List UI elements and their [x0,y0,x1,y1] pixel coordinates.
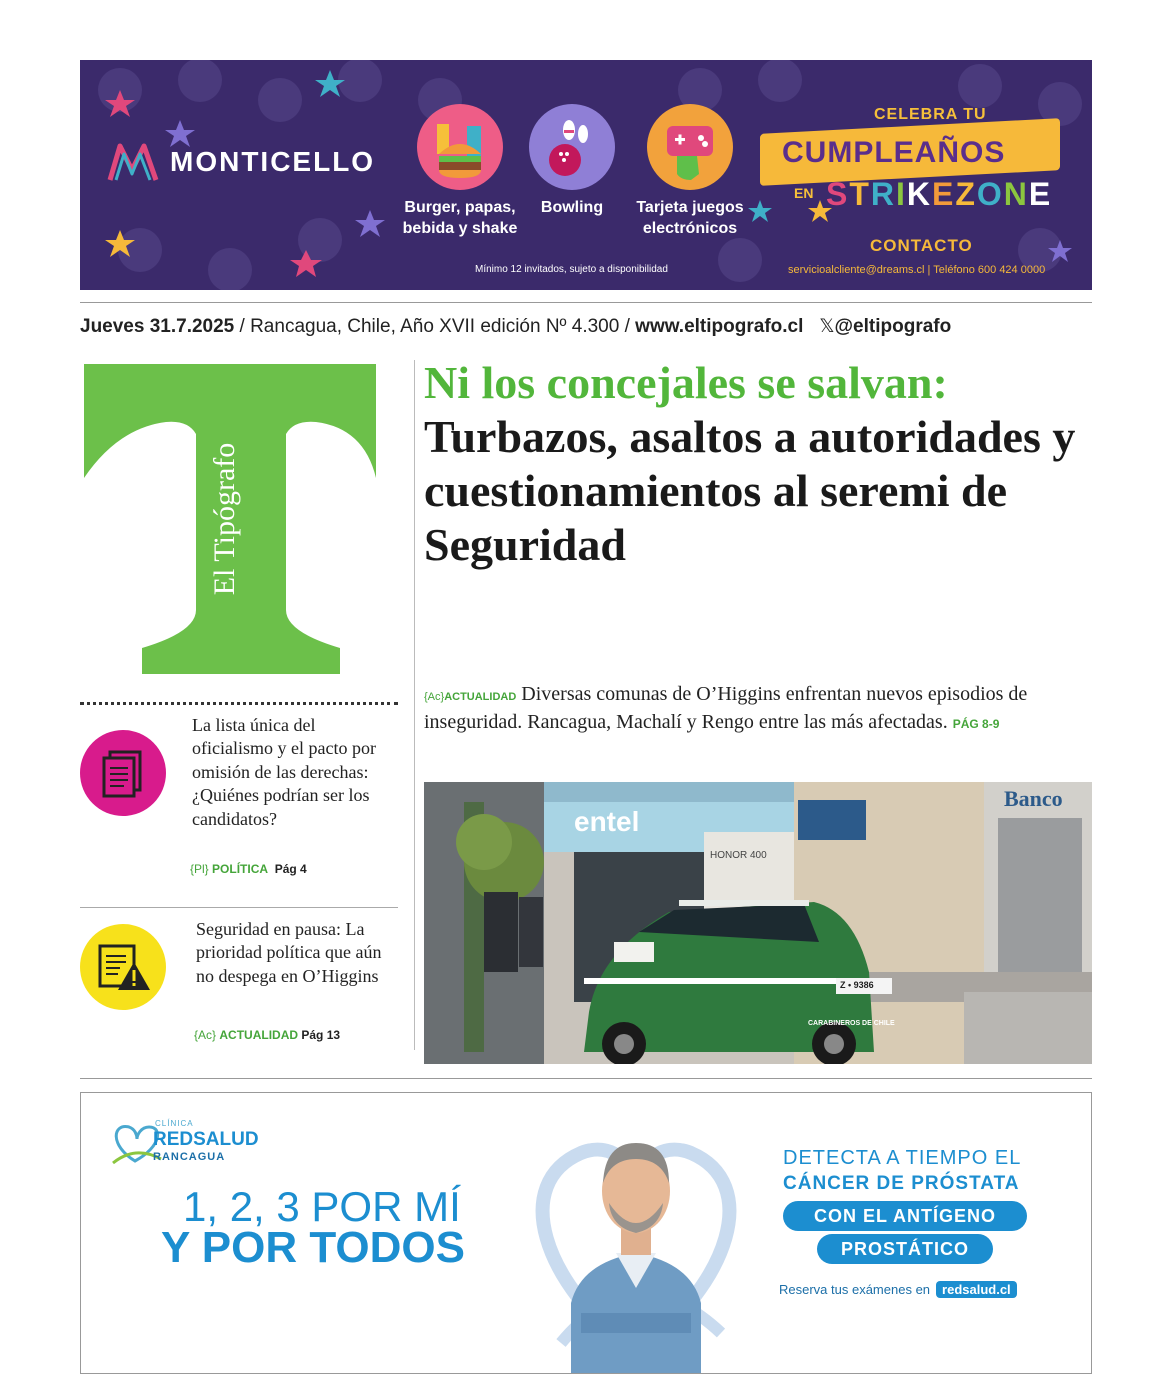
detect-line-2: CÁNCER DE PRÓSTATA [783,1173,1020,1194]
section-code: {Pl} [190,862,209,876]
sidebar-story-actualidad[interactable] [80,918,398,1050]
footer-divider [80,1078,1092,1079]
promo-strike-zone [826,176,1052,213]
main-story-photo [424,782,1092,1064]
page-reference: Pág 4 [274,862,307,876]
bowling-icon [529,104,615,190]
section-name: POLÍTICA [212,862,269,876]
sidebar-divider [80,907,398,908]
sidebar-story-headline[interactable]: Seguridad en pausa: La prioridad política que aún no despega en O’Higgins [196,919,382,986]
store-sign: entel [574,806,640,837]
main-headline-body: Turbazos, asaltos a autoridades y cuestionamientos al seremi de Seguridad [424,411,1076,570]
slogan-line-1: 1, 2, 3 POR MÍ [183,1183,461,1230]
dateline [80,315,951,338]
header-divider [80,302,1092,303]
monticello-brand [106,140,375,184]
top-advertisement[interactable] [80,60,1092,290]
issue-place-edition: / Rancagua, Chile, Año XVII edición Nº 4.300 / [239,316,630,337]
feature-game-card-label: Tarjeta juegos electrónicos [636,199,744,237]
store-banner: HONOR 400 [710,850,767,861]
bottom-advertisement[interactable] [80,1092,1092,1374]
issue-date: Jueves 31.7.2025 [80,316,235,337]
documents-icon [80,730,166,816]
birthday-promo [760,100,1060,230]
masthead-name-wrap [194,418,254,618]
clinic-city: RANCAGUA [153,1151,226,1163]
contact-info[interactable]: servicioalcliente@dreams.cl | Teléfono 600 424 0000 [788,264,1046,276]
monticello-logo-icon [106,140,162,184]
slogan-line-2: Y POR TODOS [161,1223,466,1272]
reserve-line [779,1281,1017,1298]
vehicle-text: CARABINEROS DE CHILE [808,1020,895,1027]
antigen-pill: CON EL ANTÍGENO [783,1201,1027,1231]
main-headline[interactable] [424,356,1092,572]
bank-sign: Banco [1004,786,1063,811]
sidebar-story-section [194,1028,340,1042]
game-card-icon [647,104,733,190]
main-headline-lead: Ni los concejales se salvan: [424,357,948,408]
reserve-text: Reserva tus exámenes en [779,1282,931,1297]
ad-fine-print: Mínimo 12 invitados, sujeto a disponibilidad [475,264,668,275]
doctor-photo [521,1103,751,1374]
feature-game-card [620,104,760,240]
masthead-name: El Tipógrafo [208,442,241,596]
promo-celebra: CELEBRA TU [874,106,987,123]
strike-zone-text: STRIKEZONE [826,176,1053,212]
social-handle[interactable]: @eltipografo [834,316,952,337]
clinic-name: REDSALUD [153,1129,259,1150]
page-reference: PÁG 8-9 [952,717,1000,731]
prostatic-pill: PROSTÁTICO [817,1234,993,1264]
feature-bowling-label: Bowling [540,199,604,216]
promo-en: EN [794,185,814,201]
brand-name: MONTICELLO [170,146,376,177]
clinic-label: CLÍNICA [155,1119,194,1128]
section-name: ACTUALIDAD [219,1028,299,1042]
section-code: {Ac} [424,691,445,703]
sidebar-story-headline[interactable]: La lista única del oficialismo y el pacto por omisión de las derechas: ¿Quiénes podrían ser los candidatos? [192,715,376,829]
contact-title: CONTACTO [870,236,973,255]
reserve-url-link[interactable]: redsalud.cl [936,1281,1017,1298]
summary-text: Diversas comunas de O’Higgins enfrentan nuevos episodios de inseguridad. Rancagua, Machalí y Rengo entre las más afectadas. [424,683,1028,733]
sidebar-dotted-divider [80,702,398,705]
masthead-logo[interactable] [80,358,400,683]
column-divider [414,360,415,1050]
section-name: ACTUALIDAD [444,691,517,703]
main-story-summary [424,682,1074,737]
feature-food-label: Burger, papas, bebida y shake [402,199,518,237]
section-code: {Ac} [194,1028,217,1042]
promo-cumpleanos: CUMPLEAÑOS [782,136,1006,169]
vehicle-plate: Z • 9386 [840,980,874,990]
detect-line-1: DETECTA A TIEMPO EL [783,1147,1022,1169]
website-link[interactable]: www.eltipografo.cl [635,316,804,337]
sidebar-story-politica[interactable] [80,714,398,884]
sidebar-story-section [190,862,307,876]
page-reference: Pág 13 [301,1028,341,1042]
x-social-icon: 𝕏 [819,315,835,337]
burger-icon [417,104,503,190]
warning-document-icon [80,924,166,1010]
